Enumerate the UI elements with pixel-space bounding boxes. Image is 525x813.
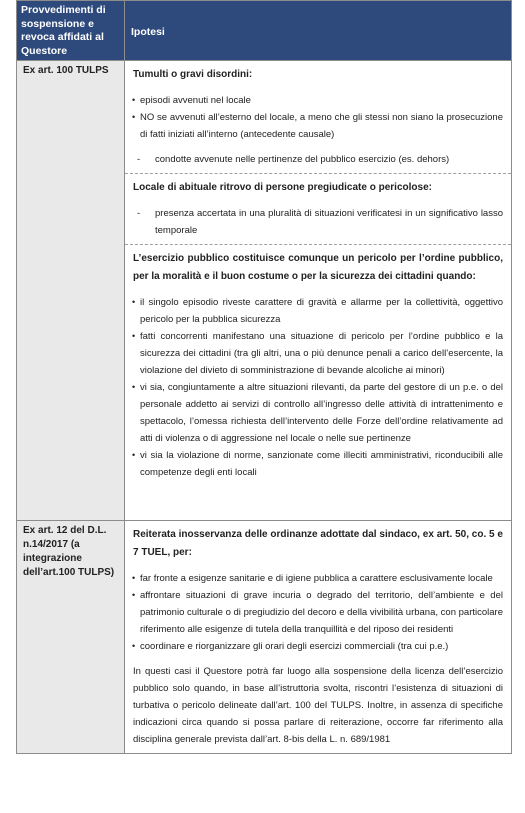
section-title-danger: L’esercizio pubblico costituisce comunque un pericolo per l’ordine pubblico, per la moralità e il buon costume o per la sicurezza dei cittadini quando:: [133, 253, 503, 282]
list-item-text: condotte avvenute nelle pertinenze del pubblico esercizio (es. dehors): [155, 154, 450, 165]
list-item-text: vi sia la violazione di norme, sanzionate come illeciti amministrativi, riconducibili alle competenze degli enti locali: [140, 450, 503, 478]
list-item: • affrontare situazioni di grave incuria o degrado del territorio, dell’ambiente e del patrimonio culturale o di pregiudizio del decoro e della vivibilità urbana, con particolare riferimento alle esigenze di tutela della tranquillità e del riposo dei residenti: [132, 590, 503, 635]
list-item: • fatti concorrenti manifestano una situazione di pericolo per l’ordine pubblico e la sicurezza dei cittadini (tra gli altri, una o più denunce penali a carico dell’esercente, la violazione del divieto di somministrazione di bevande alcoliche ai minori): [132, 331, 503, 376]
list-item: • vi sia, congiuntamente a altre situazioni rilevanti, da parte del gestore di un p.e. o del personale addetto ai servizi di controllo all’ingresso delle attività di intrattenimento e spettacolo, l’omessa richiesta dell’intervento delle Forze dell’ordine relativamente ad atti di violenza o di aggressione nel locale o nelle sue pertinenze: [132, 382, 503, 444]
section-title-gathering: Locale di abituale ritrovo di persone pregiudicate o pericolose:: [133, 182, 432, 193]
hypotheses-art100: [125, 61, 512, 521]
list-item-text: NO se avvenuti all’esterno del locale, a meno che gli stessi non siano la prosecuzione di fatti iniziati all’interno (antecedente causale): [140, 112, 503, 140]
section-ordinances: [125, 521, 511, 753]
list-item: • il singolo episodio riveste carattere di gravità e allarme per la collettività, oggettivo pericolo per la pubblica sicurezza: [132, 297, 503, 325]
list-item-text: presenza accertata in una pluralità di situazioni verificatesi in un significativo lasso temporale: [155, 208, 503, 236]
section-riots: [125, 61, 511, 173]
list-item-text: affrontare situazioni di grave incuria o degrado del territorio, dell’ambiente e del patrimonio culturale o di pregiudizio del decoro e della vivibilità urbana, con particolare riferimento alle esigenze di tutela della tranquillità e del riposo dei residenti: [140, 590, 503, 635]
list-item: • coordinare e riorganizzare gli orari degli esercizi commerciali (tra cui p.e.): [132, 641, 449, 652]
header-measures: Provvedimenti di sospensione e revoca affidati al Questore: [17, 1, 125, 61]
list-item-text: il singolo episodio riveste carattere di gravità e allarme per la collettività, oggettivo pericolo per la pubblica sicurezza: [140, 297, 503, 325]
list-item-text: far fronte a esigenze sanitarie e di igiene pubblica a carattere esclusivamente locale: [140, 573, 493, 584]
section-title-riots: Tumulti o gravi disordini:: [133, 69, 253, 80]
list-item-text: fatti concorrenti manifestano una situazione di pericolo per l’ordine pubblico e la sicurezza dei cittadini (tra gli altri, una o più denunce penali a carico dell’esercente, la violazione del divieto di somministrazione di bevande alcoliche ai minori): [140, 331, 503, 376]
closing-paragraph: In questi casi il Questore potrà far luogo alla sospensione della licenza dell’esercizio pubblico solo quando, in base all’istruttoria svolta, riscontri l’esistenza di situazioni di turbativa o pericolo delineate dall’art. 100 del TULPS. Inoltre, in assenza di specifiche indicazioni circa quando si possa parlare di reiterazione, occorre far riferimento alla disciplina generale prevista dall’art. 8-bis della L. n. 689/1981: [133, 666, 503, 745]
list-item: • NO se avvenuti all’esterno del locale, a meno che gli stessi non siano la prosecuzione di fatti iniziati all’interno (antecedente causale): [132, 112, 503, 140]
list-item: - presenza accertata in una pluralità di situazioni verificatesi in un significativo lasso temporale: [137, 208, 503, 236]
row-art100: [17, 61, 512, 521]
list-item: - condotte avvenute nelle pertinenze del pubblico esercizio (es. dehors): [137, 154, 450, 165]
row-art12: [17, 521, 512, 754]
list-item: • far fronte a esigenze sanitarie e di igiene pubblica a carattere esclusivamente locale: [132, 573, 493, 584]
section-public-danger: [125, 244, 511, 486]
list-item: • episodi avvenuti nel locale: [132, 95, 251, 106]
list-item-text: vi sia, congiuntamente a altre situazioni rilevanti, da parte del gestore di un p.e. o del personale addetto ai servizi di controllo all’ingresso delle attività di intrattenimento e spettacolo, l’omessa richiesta dell’intervento delle Forze dell’ordine relativamente ad atti di violenza o di aggressione nel locale o nelle sue pertinenze: [140, 382, 503, 444]
list-item: • vi sia la violazione di norme, sanzionate come illeciti amministrativi, riconducibili alle competenze degli enti locali: [132, 450, 503, 478]
hypotheses-art12: [125, 521, 512, 754]
section-title-ordinances: Reiterata inosservanza delle ordinanze adottate dal sindaco, ex art. 50, co. 5 e 7 TUEL, per:: [133, 529, 503, 558]
header-hypotheses: Ipotesi: [125, 1, 512, 61]
list-item-text: coordinare e riorganizzare gli orari degli esercizi commerciali (tra cui p.e.): [140, 641, 449, 652]
section-gathering-place: [125, 173, 511, 244]
measures-table: [16, 0, 512, 754]
list-item-text: episodi avvenuti nel locale: [140, 95, 251, 106]
law-ref-art12: Ex art. 12 del D.L. n.14/2017 (a integrazione dell’art.100 TULPS): [17, 521, 125, 754]
header-row: [17, 1, 512, 61]
law-ref-art100: Ex art. 100 TULPS: [17, 61, 125, 521]
